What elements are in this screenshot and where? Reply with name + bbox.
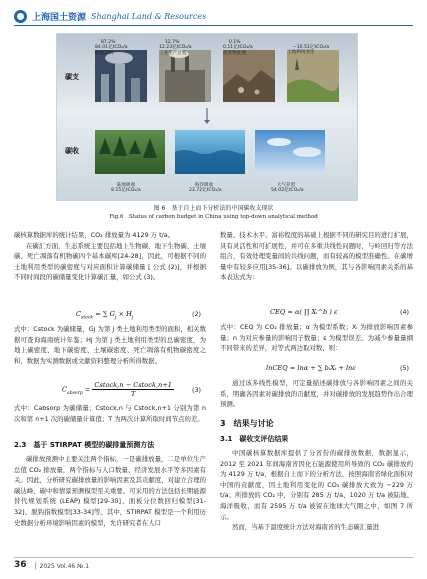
- paragraph: 数量、技术水平、富裕程度的基础上根据不同的研究目的进行扩展，具有灵活性和可扩展性，并可在多重共线性问题时，与岭回归等方法组合，有效处理变量间的共线问题，而有较高的模型准确性。在碳增量中有较多应用[35-36]。以碳排放为例，其与各影响因素关系的基本表达式为：: [220, 231, 413, 282]
- journal-header: [14, 9, 206, 23]
- right-column-lower: [220, 378, 413, 410]
- sink-stat-ocean: 海洋吸收 23.72亿tCO₂/a: [189, 182, 222, 194]
- figure-caption-cn: 图 6 基于自上而下分析法的中国碳收支现状: [153, 205, 274, 212]
- section-heading-3: 3 结果与讨论: [220, 419, 274, 428]
- issue-info: │ 2025 Vol.46 №.1: [34, 563, 90, 570]
- right-column-bottom: [220, 448, 413, 533]
- header-rule: [14, 25, 413, 26]
- section-heading-2-3: 2.3 基于 STIRPAT 模型的碳排量预测方法: [14, 441, 155, 449]
- paragraph: 碳核算数据库的统计结果，CO₂ 排放量为 4129 万 t/a。: [14, 231, 175, 239]
- equation-2: $C_{stock}$ = ∑ $G_j \times H_j$: [76, 310, 134, 321]
- left-column-lower: [14, 403, 206, 424]
- source-stat-land-use: −10.51亿tCO₂/a 土地利用变化: [287, 44, 330, 56]
- paragraph: 式中：Cstock 为碳储量，Gj 为第 j 类土地利用类型的面积，相关数据可查询海南统计年鉴；Hj 为第 j 类土地利用类型的总碳密度，为地上碳密度、地下碳密度、土壤碳密度、死亡凋落有机物碳密度之和，数据为实测数据或文献资料整理分析所得数据。: [14, 325, 206, 365]
- source-stat-waste: 0.1% 0.11亿tCO₂/a 废弃物处理: [223, 39, 253, 56]
- band-label-source: 碳支: [65, 73, 79, 81]
- paragraph: 然而，当基于温度统计方法对海南省的生态碳汇量进: [232, 523, 379, 532]
- equation-4: CEQ = α( ∏ Xᵢ^b ) ε: [270, 308, 338, 316]
- page-number: 36: [14, 560, 27, 570]
- left-column-mid: [14, 324, 206, 366]
- band-label-sink: 碳收: [65, 147, 79, 155]
- equation-5-number: (5): [400, 364, 410, 372]
- sink-stat-land: 陆地吸收 8.15亿tCO₂/a: [111, 182, 141, 194]
- footer-rule: [14, 557, 413, 558]
- equation-4-number: (4): [400, 308, 410, 316]
- figure-6: [56, 33, 358, 201]
- equation-2-number: (2): [192, 310, 202, 318]
- journal-title-en: Shanghai Land & Resources: [91, 11, 207, 21]
- source-stat-industry: 12.7% 12.23亿tCO₂/a 工业生产过程: [159, 39, 192, 56]
- section-heading-3-1: 3.1 碳收支评估结果: [220, 435, 289, 443]
- paragraph: 在碳汇方面，生态系统主要包括地上生物碳、地下生物碳、土壤碳、死亡凋落有机物碳四个基本碳库[24-28]，因此，可根据不同的土地利用类型的碳密度与对应面积计算碳储量 [ 公式 (2)]，并根据不同时间段的碳储量变化计算碳汇量，如公式 (3)。: [14, 241, 206, 282]
- right-column-top: [220, 230, 413, 283]
- paragraph: 式中：CEQ 为 CO₂ 排放量；α 为模型系数；Xᵢ 为排放影响因素参量；n 为对应参量的影响因子数量；ε 为模型误差。为减少参量量纲不同带来的差异，对等式两边取对数，则：: [220, 323, 413, 353]
- journal-logo-icon: [14, 10, 27, 23]
- right-column-mid: [220, 322, 413, 354]
- journal-title-cn: 上海国土资源: [32, 12, 87, 23]
- left-column-bottom: [14, 454, 206, 528]
- equation-5: lnCEQ = lnα + ∑ bᵢXᵢ + lnε: [266, 364, 356, 372]
- paragraph: 中国碳核算数据库提供了分省份的碳排放数据，数据显示，2012 至 2021 年间海南省因化石能源使用所导致的 CO₂ 碳排放约为 4129 万 t/a，根据自上而下的分析方法，按照海南省绿化面积对中国的贡献度，因土地利用变化的 CO₂ 碳排放大致为 −229 万 t/a；所排放的 CO₂ 中，分别有 285 万 t/a、1020 万 t/a 被陆地、海洋吸收，而有 2595 万 t/a 被留在地球大气圈之中，如图 7 所示。: [220, 449, 413, 521]
- paragraph: 碳排放预测中主要关注两个指标，一是碳排放量，二是单位生产总值 CO₂ 排放量，两个指标与人口数量、经济发展水平等多因素有关。因此，分析研究碳排放量的影响因素及其贡献度，对建立合理的碳达峰、碳中和情景预测模型至关重要。可采用的方法包括长期能源替代规划系统 (LEAP) 模型[29-30]、面板分位数回归模型[31-32]、脱钩指数模型[33-34]等。其中，STIRPAT 模型是一个利用历史数据分析环境影响因素的模型，允许研究者在人口: [14, 455, 206, 527]
- left-column-top: [14, 230, 206, 283]
- paragraph: 式中：Cabsorp 为碳储量；Cstock,n 与 Cstock,n+1 分别为第 n 次和第 n+1 次的碳储量计算值；T 为两次计算所取时间节点的差。: [14, 404, 206, 423]
- source-stat-energy: 87.2% 84.01亿tCO₂/a 能源活动: [95, 39, 128, 56]
- equation-3: $C_{absorp}$ = $\frac{\text{Cstock,n − Cstock,n+1}}{T}$: [62, 381, 173, 398]
- equation-3-number: (3): [192, 386, 202, 394]
- figure-caption-en: Fig.6 Status of carbon budget in China using top-down analytical method: [109, 214, 318, 220]
- paragraph: 通过该多线性模型，可定量描述碳排放与各影响因素之间的关系，明确各因素对碳排放的贡献度，并对碳排放的发展趋势作出合理预测。: [220, 379, 413, 409]
- sink-stat-atmosphere: 大气存留 54.02亿tCO₂/a: [271, 182, 304, 194]
